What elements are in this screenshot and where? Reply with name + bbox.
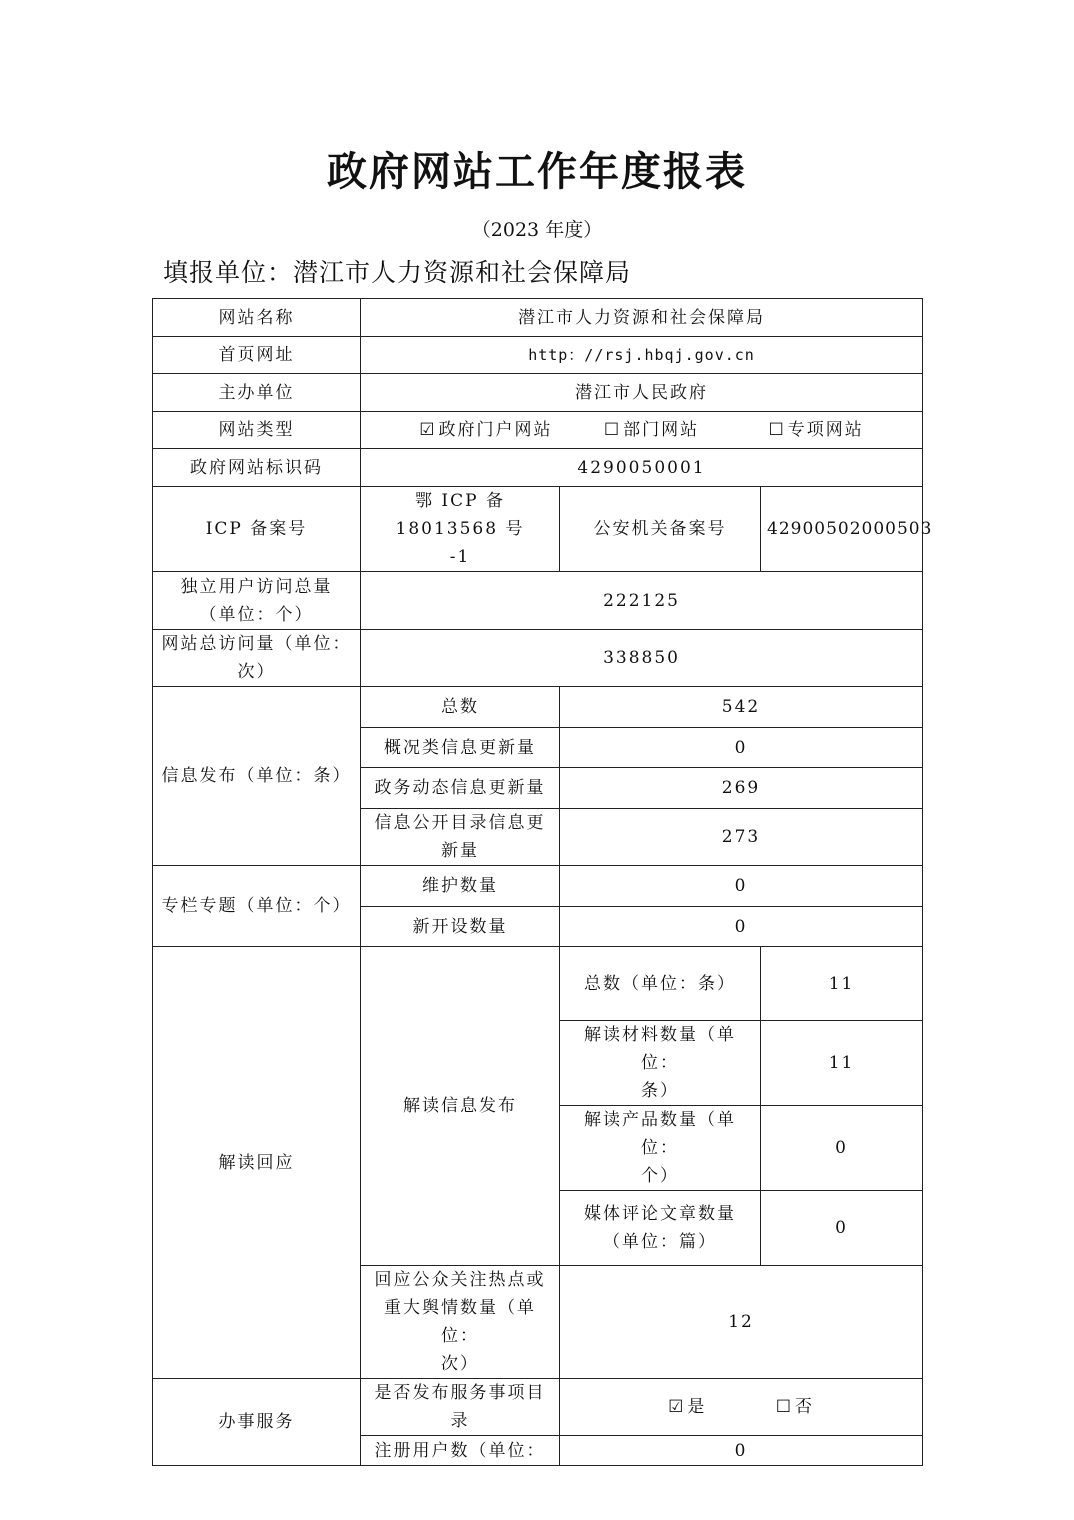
report-year: （2023 年度）: [471, 219, 603, 241]
service-catalog-label: 是否发布服务事项目 录: [361, 1379, 560, 1436]
service-option-yes: ☑ 是: [668, 1393, 706, 1421]
table-row: [153, 630, 923, 687]
site-name-label: 网站名称: [153, 299, 361, 337]
site-name-value: 潜江市人力资源和社会保障局: [361, 299, 923, 337]
table-row: [153, 299, 923, 337]
site-type-options: [361, 412, 923, 449]
table-row: [153, 412, 923, 449]
police-value: 42900502000503: [761, 487, 923, 572]
reporting-unit: [163, 253, 631, 289]
columns-label: 专栏专题（单位：个）: [153, 866, 361, 947]
columns-maintain-value: 0: [560, 866, 923, 907]
info-overview-label: 概况类信息更新量: [361, 728, 560, 768]
info-release-label: 信息发布（单位：条）: [153, 687, 361, 866]
table-row: [153, 337, 923, 374]
table-row: [153, 947, 923, 1021]
sponsor-value: 潜江市人民政府: [361, 374, 923, 412]
uv-label: 独立用户访问总量 （单位：个）: [153, 572, 361, 630]
table-row: [153, 449, 923, 487]
homepage-value: http：//rsj.hbqj.gov.cn: [361, 337, 923, 374]
unchecked-box-icon: ☐: [768, 420, 786, 440]
service-option-no: ☐ 否: [776, 1393, 814, 1421]
site-type-option-department: ☐ 部门网站: [604, 416, 699, 444]
interpret-release-label: 解读信息发布: [361, 947, 560, 1266]
site-type-label: 网站类型: [153, 412, 361, 449]
checked-box-icon: ☑: [419, 420, 437, 440]
unchecked-box-icon: ☐: [775, 1397, 793, 1417]
icp-value: 鄂 ICP 备 18013568 号 -1: [361, 487, 560, 572]
service-label: 办事服务: [153, 1379, 361, 1466]
table-row: [153, 374, 923, 412]
info-total-label: 总数: [361, 687, 560, 728]
info-overview-value: 0: [560, 728, 923, 768]
report-table: [152, 298, 933, 1466]
uv-value: 222125: [361, 572, 923, 630]
table-row: [153, 572, 923, 630]
interpret-response-value: 12: [560, 1266, 923, 1379]
interpret-total-label: 总数（单位：条）: [560, 947, 761, 1021]
table-row: [153, 487, 923, 572]
info-total-value: 542: [560, 687, 923, 728]
reporting-unit-label: 填报单位：: [163, 258, 294, 287]
interpret-media-value: 0: [761, 1191, 923, 1266]
site-type-option-special: ☐ 专项网站: [769, 416, 864, 444]
table-row: [153, 1379, 923, 1436]
police-label: 公安机关备案号: [560, 487, 761, 572]
interpret-material-label: 解读材料数量（单位： 条）: [560, 1021, 761, 1106]
icp-label: ICP 备案号: [153, 487, 361, 572]
service-users-value: 0: [560, 1436, 923, 1466]
pv-label: 网站总访问量（单位： 次）: [153, 630, 361, 687]
unchecked-box-icon: ☐: [603, 420, 622, 440]
interpret-media-label: 媒体评论文章数量 （单位：篇）: [560, 1191, 761, 1266]
columns-maintain-label: 维护数量: [361, 866, 560, 907]
info-affairs-value: 269: [560, 768, 923, 809]
pv-value: 338850: [361, 630, 923, 687]
site-id-label: 政府网站标识码: [153, 449, 361, 487]
service-users-label: 注册用户数（单位：: [361, 1436, 560, 1466]
info-catalog-value: 273: [560, 809, 923, 866]
reporting-unit-value: 潜江市人力资源和社会保障局: [293, 258, 632, 287]
interpret-label: 解读回应: [153, 947, 361, 1379]
interpret-total-value: 11: [761, 947, 923, 1021]
service-catalog-options: [560, 1379, 923, 1436]
interpret-product-label: 解读产品数量（单位： 个）: [560, 1106, 761, 1191]
table-row: [153, 866, 923, 907]
interpret-response-label: 回应公众关注热点或 重大舆情数量（单位： 次）: [361, 1266, 560, 1379]
table-row: [153, 687, 923, 728]
interpret-material-value: 11: [761, 1021, 923, 1106]
sponsor-label: 主办单位: [153, 374, 361, 412]
homepage-label: 首页网址: [153, 337, 361, 374]
site-type-option-portal: ☑ 政府门户网站: [419, 416, 552, 444]
interpret-product-value: 0: [761, 1106, 923, 1191]
columns-new-value: 0: [560, 907, 923, 947]
columns-new-label: 新开设数量: [361, 907, 560, 947]
info-affairs-label: 政务动态信息更新量: [361, 768, 560, 809]
site-id-value: 4290050001: [361, 449, 923, 487]
page-title: 政府网站工作年度报表: [327, 148, 747, 195]
checked-box-icon: ☑: [668, 1397, 686, 1417]
info-catalog-label: 信息公开目录信息更 新量: [361, 809, 560, 866]
